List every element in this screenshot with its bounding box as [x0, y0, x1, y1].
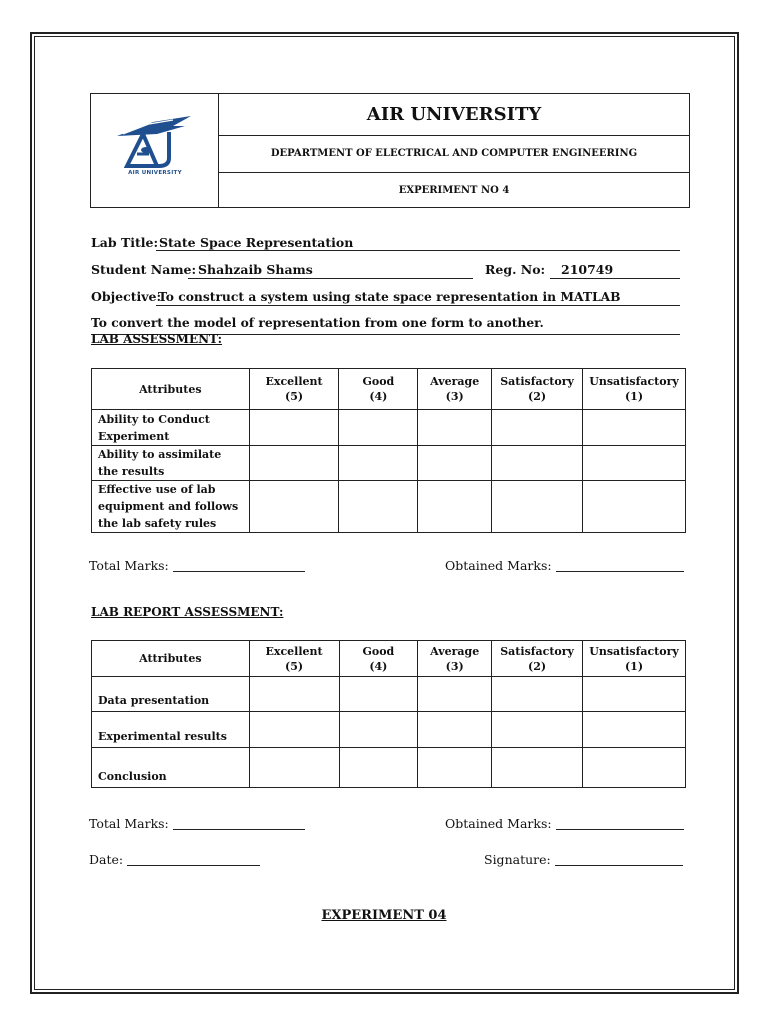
- score-cell[interactable]: [339, 748, 418, 788]
- objective-underline: [156, 305, 680, 306]
- lab-total-marks: [89, 558, 305, 573]
- lab-assessment-heading: LAB ASSESSMENT:: [91, 332, 222, 346]
- experiment-number: EXPERIMENT NO 4: [398, 185, 510, 196]
- total-marks-label: Total Marks:: [89, 558, 169, 573]
- col-good: Good (4): [339, 369, 418, 410]
- reg-no-label: Reg. No:: [485, 262, 546, 277]
- col-attributes: Attributes: [92, 369, 250, 410]
- score-cell[interactable]: [249, 410, 339, 446]
- signature-field[interactable]: [555, 854, 683, 866]
- score-cell[interactable]: [418, 446, 492, 481]
- date-field[interactable]: [127, 854, 260, 866]
- col-good: Good (4): [339, 641, 418, 677]
- col-satisfactory: Satisfactory (2): [492, 641, 583, 677]
- col-excellent: Excellent (5): [249, 641, 339, 677]
- date-label: Date:: [89, 852, 124, 867]
- score-cell[interactable]: [583, 677, 686, 712]
- total-marks-field[interactable]: [173, 560, 305, 572]
- obtained-marks-label: Obtained Marks:: [445, 816, 552, 831]
- attribute-cell: Conclusion: [92, 748, 250, 788]
- obtained-marks-field[interactable]: [556, 818, 684, 830]
- score-cell[interactable]: [492, 748, 583, 788]
- col-satisfactory: Satisfactory (2): [492, 369, 583, 410]
- air-university-logo-icon: [113, 114, 197, 170]
- table-row: [92, 748, 686, 788]
- score-cell[interactable]: [583, 712, 686, 748]
- lab-title-label: Lab Title:: [91, 235, 159, 250]
- col-unsatisfactory: Unsatisfactory (1): [583, 641, 686, 677]
- score-cell[interactable]: [492, 712, 583, 748]
- attribute-cell: Ability to assimilate the results: [92, 446, 250, 481]
- department-name: DEPARTMENT OF ELECTRICAL AND COMPUTER ENGINEERING: [219, 136, 689, 173]
- col-excellent: Excellent (5): [249, 369, 339, 410]
- col-attributes: Attributes: [92, 641, 250, 677]
- logo-caption: AIR UNIVERSITY: [128, 170, 182, 176]
- report-obtained-marks: [445, 816, 684, 831]
- col-unsatisfactory: Unsatisfactory (1): [583, 369, 686, 410]
- table-header-row: [92, 641, 686, 677]
- score-cell[interactable]: [418, 677, 492, 712]
- objective-line2[interactable]: To convert the model of representation from one form to another.: [91, 315, 544, 330]
- score-cell[interactable]: [339, 446, 418, 481]
- score-cell[interactable]: [249, 748, 339, 788]
- attribute-cell: Data presentation: [92, 677, 250, 712]
- score-cell[interactable]: [339, 677, 418, 712]
- score-cell[interactable]: [249, 712, 339, 748]
- total-marks-label: Total Marks:: [89, 816, 169, 831]
- col-average: Average (3): [418, 369, 492, 410]
- lab-title-underline: [156, 250, 680, 251]
- obtained-marks-label: Obtained Marks:: [445, 558, 552, 573]
- date-line: [89, 852, 260, 867]
- lab-assessment-table: [91, 368, 686, 533]
- reg-no-underline: [550, 278, 680, 279]
- attribute-cell: Effective use of lab equipment and follows the lab safety rules: [92, 481, 250, 533]
- objective-label: Objective:: [91, 289, 162, 304]
- score-cell[interactable]: [418, 748, 492, 788]
- score-cell[interactable]: [339, 410, 418, 446]
- signature-label: Signature:: [484, 852, 551, 867]
- score-cell[interactable]: [418, 481, 492, 533]
- report-total-marks: [89, 816, 305, 831]
- score-cell[interactable]: [418, 712, 492, 748]
- score-cell[interactable]: [249, 677, 339, 712]
- reg-no-value[interactable]: 210749: [561, 262, 614, 277]
- score-cell[interactable]: [249, 481, 339, 533]
- total-marks-field[interactable]: [173, 818, 305, 830]
- score-cell[interactable]: [492, 677, 583, 712]
- logo-cell: [91, 94, 219, 207]
- score-cell[interactable]: [583, 481, 686, 533]
- experiment-title: EXPERIMENT 04: [321, 908, 447, 923]
- score-cell[interactable]: [492, 410, 583, 446]
- attribute-cell: Experimental results: [92, 712, 250, 748]
- table-row: [92, 677, 686, 712]
- score-cell[interactable]: [249, 446, 339, 481]
- obtained-marks-field[interactable]: [556, 560, 684, 572]
- table-row: [92, 712, 686, 748]
- score-cell[interactable]: [418, 410, 492, 446]
- table-row: [92, 446, 686, 481]
- lab-report-assessment-table: [91, 640, 686, 788]
- score-cell[interactable]: [583, 410, 686, 446]
- score-cell[interactable]: [339, 481, 418, 533]
- student-name-value[interactable]: Shahzaib Shams: [198, 262, 313, 277]
- score-cell[interactable]: [339, 712, 418, 748]
- student-name-label: Student Name:: [91, 262, 197, 277]
- score-cell[interactable]: [583, 446, 686, 481]
- signature-line: [484, 852, 683, 867]
- score-cell[interactable]: [583, 748, 686, 788]
- table-header-row: [92, 369, 686, 410]
- score-cell[interactable]: [492, 446, 583, 481]
- table-row: [92, 410, 686, 446]
- score-cell[interactable]: [492, 481, 583, 533]
- objective-value[interactable]: To construct a system using state space representation in MATLAB: [158, 289, 621, 304]
- lab-report-assessment-heading: LAB REPORT ASSESSMENT:: [91, 605, 284, 619]
- col-average: Average (3): [418, 641, 492, 677]
- lab-obtained-marks: [445, 558, 684, 573]
- student-name-underline: [188, 278, 473, 279]
- lab-title-value[interactable]: State Space Representation: [159, 235, 354, 250]
- attribute-cell: Ability to Conduct Experiment: [92, 410, 250, 446]
- table-row: [92, 481, 686, 533]
- university-title: AIR UNIVERSITY: [219, 94, 689, 136]
- header-table: [90, 93, 690, 208]
